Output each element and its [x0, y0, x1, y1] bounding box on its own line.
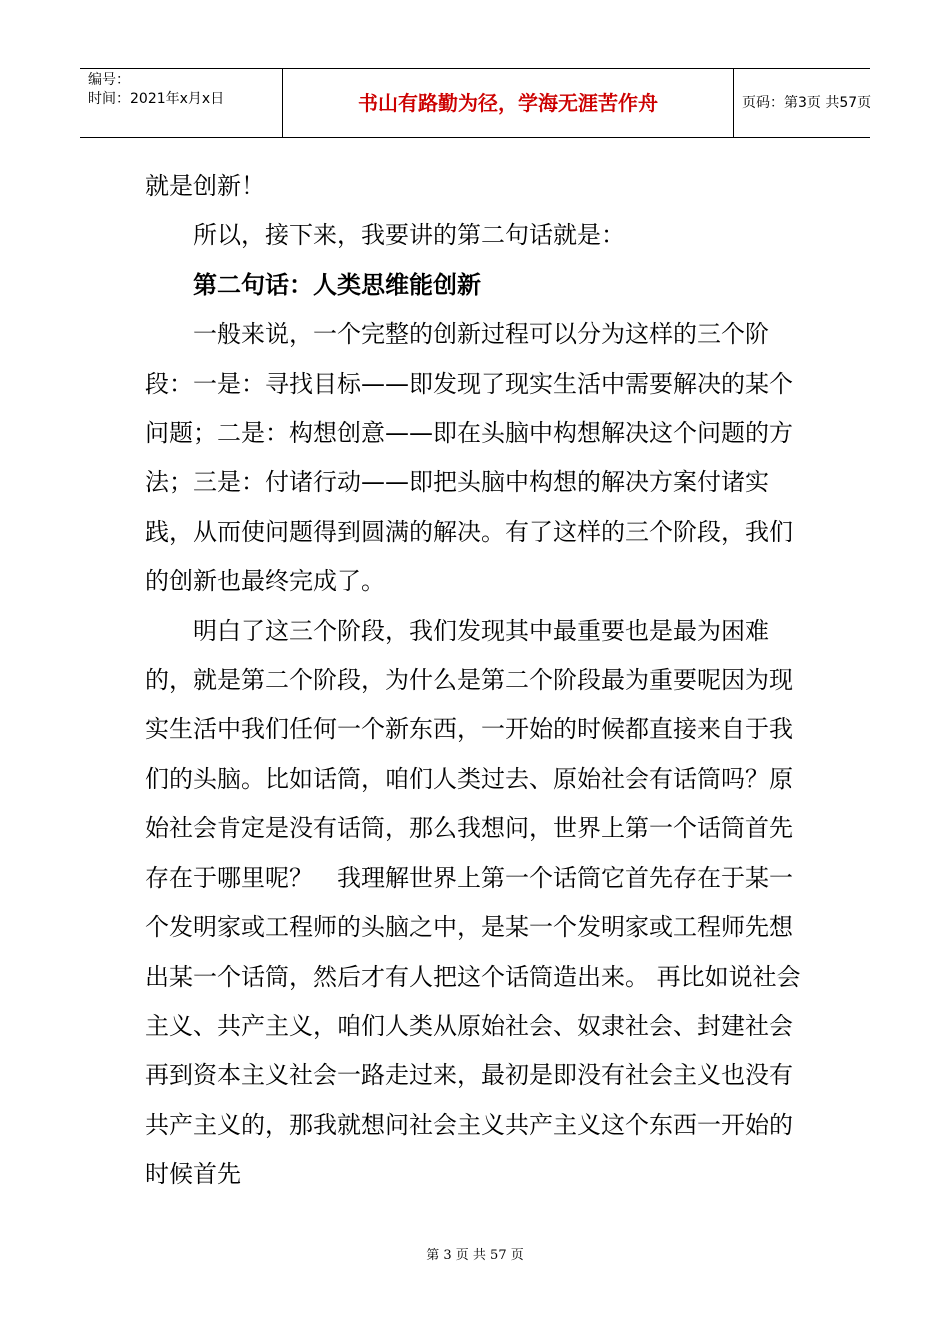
header-right-cell	[734, 69, 870, 137]
document-number-label: 编号：	[88, 72, 130, 88]
paragraph-1: 就是创新！	[145, 172, 265, 200]
page-header	[80, 68, 870, 138]
document-body	[145, 162, 810, 1200]
paragraph-2: 所以，接下来，我要讲的第二句话就是：	[145, 221, 625, 250]
document-time-label: 时间：2021年x月x日	[88, 91, 225, 107]
page-footer: 第 3 页 共 57 页	[426, 1248, 524, 1263]
header-motto: 书山有路勤为径，学海无涯苦作舟	[358, 91, 658, 115]
section-heading: 第二句话：人类思维能创新	[145, 270, 481, 299]
header-left-cell	[80, 69, 282, 137]
header-motto-cell	[282, 69, 734, 137]
paragraph-4: 一般来说，一个完整的创新过程可以分为这样的三个阶段：一是：寻找目标——即发现了现实生活中需要解决的某个问题；二是：构想创意——即在头脑中构想解决这个问题的方法；三是：付诸行动——即把头脑中构想的解决方案付诸实践，从而使问题得到圆满的解决。有了这样的三个阶段，我们的创新也最终完成了。	[145, 320, 793, 596]
paragraph-5: 明白了这三个阶段，我们发现其中最重要也是最为困难的，就是第二个阶段，为什么是第二个阶段最为重要呢因为现实生活中我们任何一个新东西，一开始的时候都直接来自于我们的头脑。比如话筒，咱们人类过去、原始社会有话筒吗？原始社会肯定是没有话筒，那么我想问，世界上第一个话筒首先存在于哪里呢？ 我理解世界上第一个话筒它首先存在于某一个发明家或工程师的头脑之中，是某一个发明家或工程师先想出某一个话筒，然后才有人把这个话筒造出来。 再比如说社会主义、共产主义，咱们人类从原始社会、奴隶社会、封建社会再到资本主义社会一路走过来，最初是即没有社会主义也没有共产主义的，那我就想问社会主义共产主义这个东西一开始的时候首先	[145, 616, 801, 1189]
header-page-info: 页码：第3页 共57页	[742, 95, 872, 111]
